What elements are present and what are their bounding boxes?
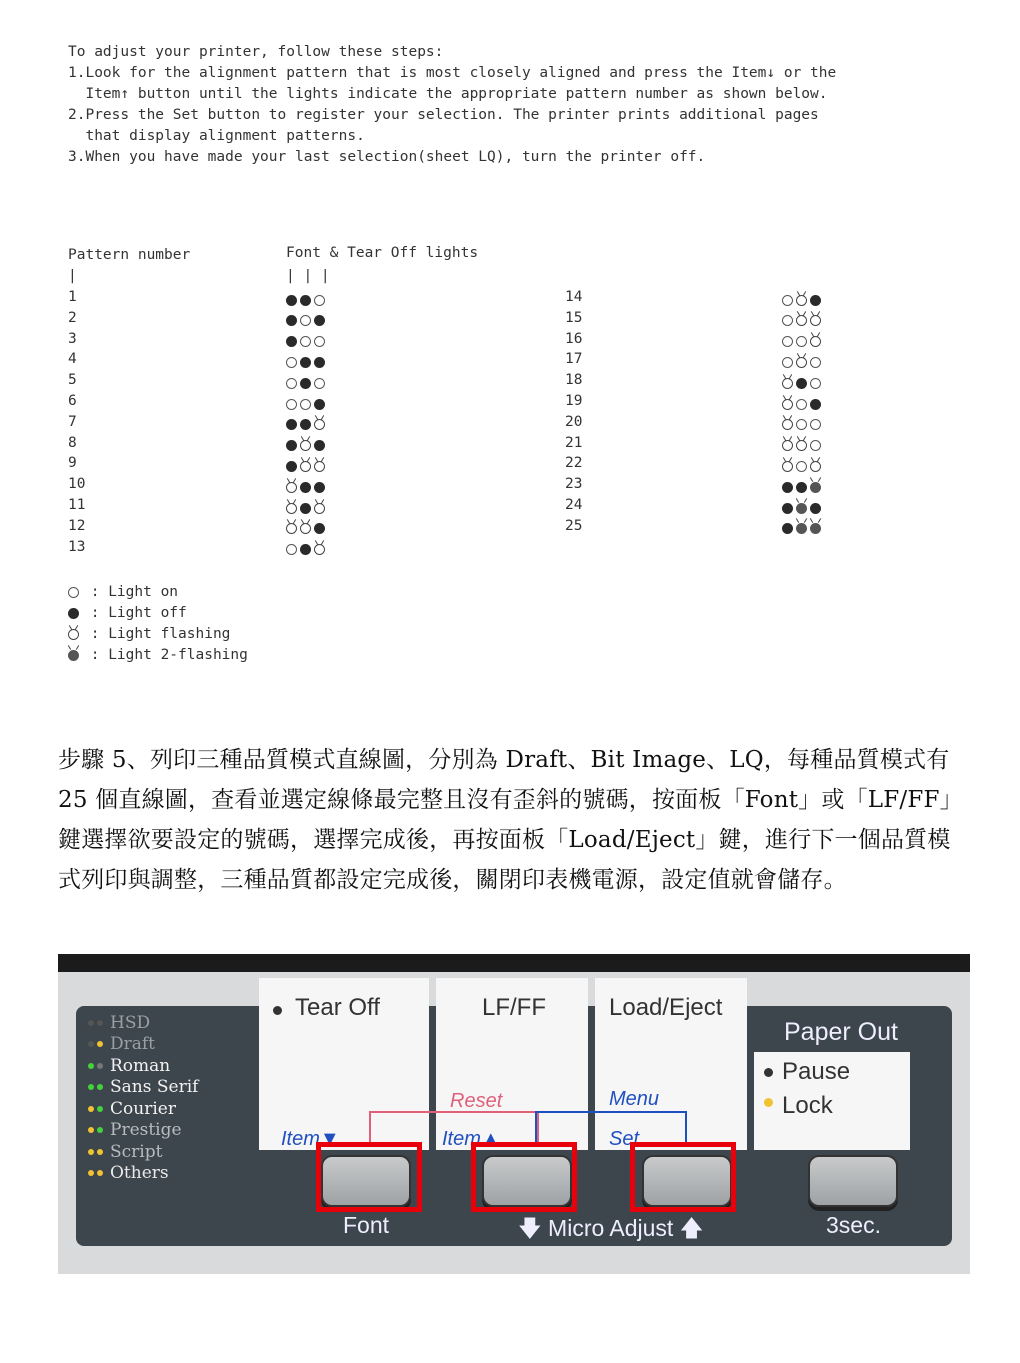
light-off-icon — [300, 544, 311, 555]
font-led-label: Draft — [110, 1034, 156, 1055]
light-flash-icon — [286, 482, 297, 493]
pattern-lights — [286, 396, 328, 412]
light-flash-icon — [782, 440, 793, 451]
light-on-icon — [68, 587, 79, 598]
set-label: Set — [609, 1128, 640, 1150]
light-off-icon — [300, 503, 311, 514]
light-off-icon — [286, 461, 297, 472]
light-off-icon — [286, 295, 297, 306]
light-flash-icon — [286, 523, 297, 534]
pattern-lights — [782, 458, 824, 474]
pattern-lights — [782, 313, 824, 329]
light-flash-icon — [300, 440, 311, 451]
pattern-number: 15 — [565, 309, 583, 326]
light-flash-icon — [300, 523, 311, 534]
item-up-label: Item▲ — [442, 1128, 501, 1150]
pattern-number: 12 — [68, 517, 86, 534]
legend-item — [68, 605, 187, 621]
light-on-icon — [286, 399, 297, 410]
light-on-icon — [796, 336, 807, 347]
load-eject-label: Load/Eject — [609, 994, 723, 1021]
pattern-number: 6 — [68, 393, 77, 409]
font-led-label: Sans Serif — [110, 1077, 199, 1098]
pattern-lights — [286, 313, 328, 329]
light-off-icon — [300, 419, 311, 430]
font-led-label: HSD — [110, 1012, 151, 1033]
lf-ff-label: LF/FF — [482, 994, 546, 1021]
pattern-lights — [286, 354, 328, 370]
menu-label: Menu — [609, 1088, 660, 1110]
light-off-icon — [286, 315, 297, 326]
light-off-icon — [286, 440, 297, 451]
divider-mark: | | | — [286, 268, 330, 284]
menu-connector-line — [536, 1112, 686, 1144]
instruction-line: 1.Look for the alignment pattern that is most closely aligned and press the Item↓ or the — [68, 65, 837, 81]
light-flash-icon — [782, 461, 793, 472]
light-on-icon — [314, 336, 325, 347]
pause-label: Pause — [782, 1058, 851, 1085]
light-on-icon — [796, 399, 807, 410]
light-on-icon — [314, 378, 325, 389]
pattern-number: 24 — [565, 497, 583, 513]
font-caption: Font — [343, 1212, 390, 1238]
load-eject-button-highlight — [630, 1142, 736, 1212]
pattern-number: 8 — [68, 434, 77, 451]
light-on-icon — [796, 461, 807, 472]
light-off-icon — [300, 378, 311, 389]
arrow-down-icon: 🡇 — [518, 1215, 542, 1241]
light-flash-icon — [782, 419, 793, 430]
light-on-icon — [810, 378, 821, 389]
font-led-label: Script — [110, 1141, 163, 1162]
light-off-icon — [314, 357, 325, 368]
item-down-label: Item▼ — [281, 1128, 340, 1150]
light-flash-icon — [68, 629, 79, 640]
light-flash-icon — [782, 399, 793, 410]
pattern-number: 22 — [565, 455, 583, 472]
light-on-icon — [810, 440, 821, 451]
pattern-lights — [782, 375, 824, 391]
light-off-icon — [314, 482, 325, 493]
pattern-lights — [782, 354, 824, 370]
light-on-icon — [782, 295, 793, 306]
pattern-number: 3 — [68, 330, 77, 347]
pattern-number-header: Pattern number — [68, 247, 191, 263]
pattern-lights — [782, 438, 824, 454]
lights-header: Font & Tear Off lights — [286, 245, 479, 261]
pattern-number: 5 — [68, 372, 77, 389]
light-2flash-icon — [810, 482, 821, 493]
light-flash-icon — [314, 461, 325, 472]
light-on-icon — [782, 357, 793, 368]
pattern-lights — [782, 500, 824, 516]
three-sec-caption: 3sec. — [826, 1212, 881, 1238]
tear-off-label: Tear Off — [295, 994, 380, 1021]
legend-text: : Light flashing — [82, 626, 231, 642]
pattern-lights — [782, 417, 824, 433]
pattern-number: 13 — [68, 538, 86, 555]
pattern-lights — [286, 292, 328, 308]
light-off-icon — [286, 419, 297, 430]
micro-adjust-label: Micro Adjust — [548, 1215, 674, 1241]
micro-adjust-caption — [518, 1212, 703, 1251]
light-off-icon — [810, 503, 821, 514]
legend-text: : Light on — [82, 584, 179, 600]
light-flash-icon — [796, 295, 807, 306]
light-off-icon — [796, 378, 807, 389]
instruction-line: To adjust your printer, follow these steps: — [68, 44, 444, 60]
light-off-icon — [300, 482, 311, 493]
pattern-lights — [286, 458, 328, 474]
legend-item — [68, 626, 230, 642]
light-on-icon — [810, 357, 821, 368]
lf-ff-button-highlight — [471, 1142, 577, 1212]
pattern-lights — [782, 521, 824, 537]
pattern-lights — [286, 375, 328, 391]
divider-mark: | — [68, 268, 77, 284]
light-flash-icon — [796, 315, 807, 326]
pattern-number: 20 — [565, 413, 583, 430]
light-2flash-icon — [810, 523, 821, 534]
light-2flash-icon — [796, 503, 807, 514]
light-flash-icon — [286, 503, 297, 514]
legend-text: : Light 2-flashing — [82, 647, 248, 663]
pattern-lights — [286, 438, 328, 454]
pattern-lights — [286, 542, 328, 558]
pattern-lights — [782, 396, 824, 412]
arrow-up-icon: 🡅 — [679, 1215, 704, 1241]
pause-button[interactable] — [808, 1155, 898, 1207]
light-off-icon — [300, 295, 311, 306]
pattern-lights — [782, 334, 824, 350]
light-off-icon — [782, 523, 793, 534]
paper-out-label: Paper Out — [784, 1018, 898, 1046]
pattern-number: 23 — [565, 476, 583, 493]
light-flash-icon — [810, 461, 821, 472]
light-off-icon — [314, 399, 325, 410]
light-on-icon — [810, 419, 821, 430]
light-flash-icon — [300, 461, 311, 472]
light-on-icon — [286, 357, 297, 368]
light-on-icon — [286, 544, 297, 555]
font-led-label: Others — [110, 1163, 169, 1184]
pattern-number: 4 — [68, 351, 77, 368]
pattern-number: 2 — [68, 309, 77, 326]
pattern-number: 19 — [565, 393, 583, 409]
light-off-icon — [782, 482, 793, 493]
reset-connector-line — [370, 1112, 538, 1144]
lock-label: Lock — [782, 1092, 833, 1119]
pattern-number: 1 — [68, 289, 77, 305]
pattern-number: 7 — [68, 413, 77, 430]
legend-item — [68, 584, 178, 600]
light-flash-icon — [314, 503, 325, 514]
pattern-lights — [286, 500, 328, 516]
pattern-number: 10 — [68, 476, 86, 493]
pattern-number: 11 — [68, 497, 86, 513]
light-2flash-icon — [68, 650, 79, 661]
font-led-label: Roman — [110, 1055, 171, 1076]
light-flash-icon — [782, 378, 793, 389]
light-off-icon — [810, 295, 821, 306]
legend-item — [68, 647, 248, 663]
pattern-lights — [286, 334, 328, 350]
light-on-icon — [300, 315, 311, 326]
light-off-icon — [810, 399, 821, 410]
light-2flash-icon — [796, 523, 807, 534]
light-on-icon — [782, 315, 793, 326]
light-off-icon — [782, 503, 793, 514]
light-flash-icon — [810, 336, 821, 347]
light-flash-icon — [796, 357, 807, 368]
pattern-lights — [782, 479, 824, 495]
instruction-line: Item↑ button until the lights indicate the appropriate pattern number as shown below. — [68, 86, 828, 102]
light-flash-icon — [314, 544, 325, 555]
light-on-icon — [314, 295, 325, 306]
printer-control-panel — [58, 954, 970, 1274]
light-off-icon — [68, 608, 79, 619]
light-off-icon — [286, 336, 297, 347]
pattern-number: 9 — [68, 455, 77, 472]
light-off-icon — [300, 357, 311, 368]
light-off-icon — [314, 523, 325, 534]
instruction-line: that display alignment patterns. — [68, 128, 365, 144]
step5-paragraph: 步驟 5、列印三種品質模式直線圖，分別為 Draft、Bit Image、LQ，每種品質模式有 25 個直線圖，查看並選定線條最完整且沒有歪斜的號碼，按面板「Font」或「LF/FF」鍵選擇欲要設定的號碼，選擇完成後，再按面板「Load/Eject」鍵，進行下一個品質模式列印與調整，三種品質都設定完成後，關閉印表機電源，設定值就會儲存。 — [58, 747, 963, 893]
instruction-line: 3.When you have made your last selection(sheet LQ), turn the printer off. — [68, 149, 706, 165]
reset-label: Reset — [450, 1090, 503, 1112]
light-on-icon — [300, 399, 311, 410]
font-button-highlight — [316, 1142, 422, 1212]
pattern-lights — [286, 479, 328, 495]
light-off-icon — [796, 482, 807, 493]
pattern-number: 18 — [565, 372, 583, 389]
pattern-lights — [782, 292, 824, 308]
light-flash-icon — [314, 419, 325, 430]
light-off-icon — [314, 315, 325, 326]
pattern-lights — [286, 417, 328, 433]
pattern-number: 14 — [565, 289, 583, 305]
font-led-label: Prestige — [110, 1120, 182, 1141]
instruction-line: 2.Press the Set button to register your selection. The printer prints additional pages — [68, 107, 819, 123]
light-flash-icon — [810, 315, 821, 326]
pattern-number: 21 — [565, 434, 583, 451]
legend-text: : Light off — [82, 605, 187, 621]
pattern-number: 25 — [565, 517, 583, 534]
light-off-icon — [314, 440, 325, 451]
pattern-lights — [286, 521, 328, 537]
light-on-icon — [300, 336, 311, 347]
light-on-icon — [782, 336, 793, 347]
pattern-number: 17 — [565, 351, 583, 368]
pattern-number: 16 — [565, 330, 583, 347]
font-led-label: Courier — [110, 1098, 176, 1119]
light-on-icon — [796, 419, 807, 430]
light-on-icon — [286, 378, 297, 389]
light-flash-icon — [796, 440, 807, 451]
